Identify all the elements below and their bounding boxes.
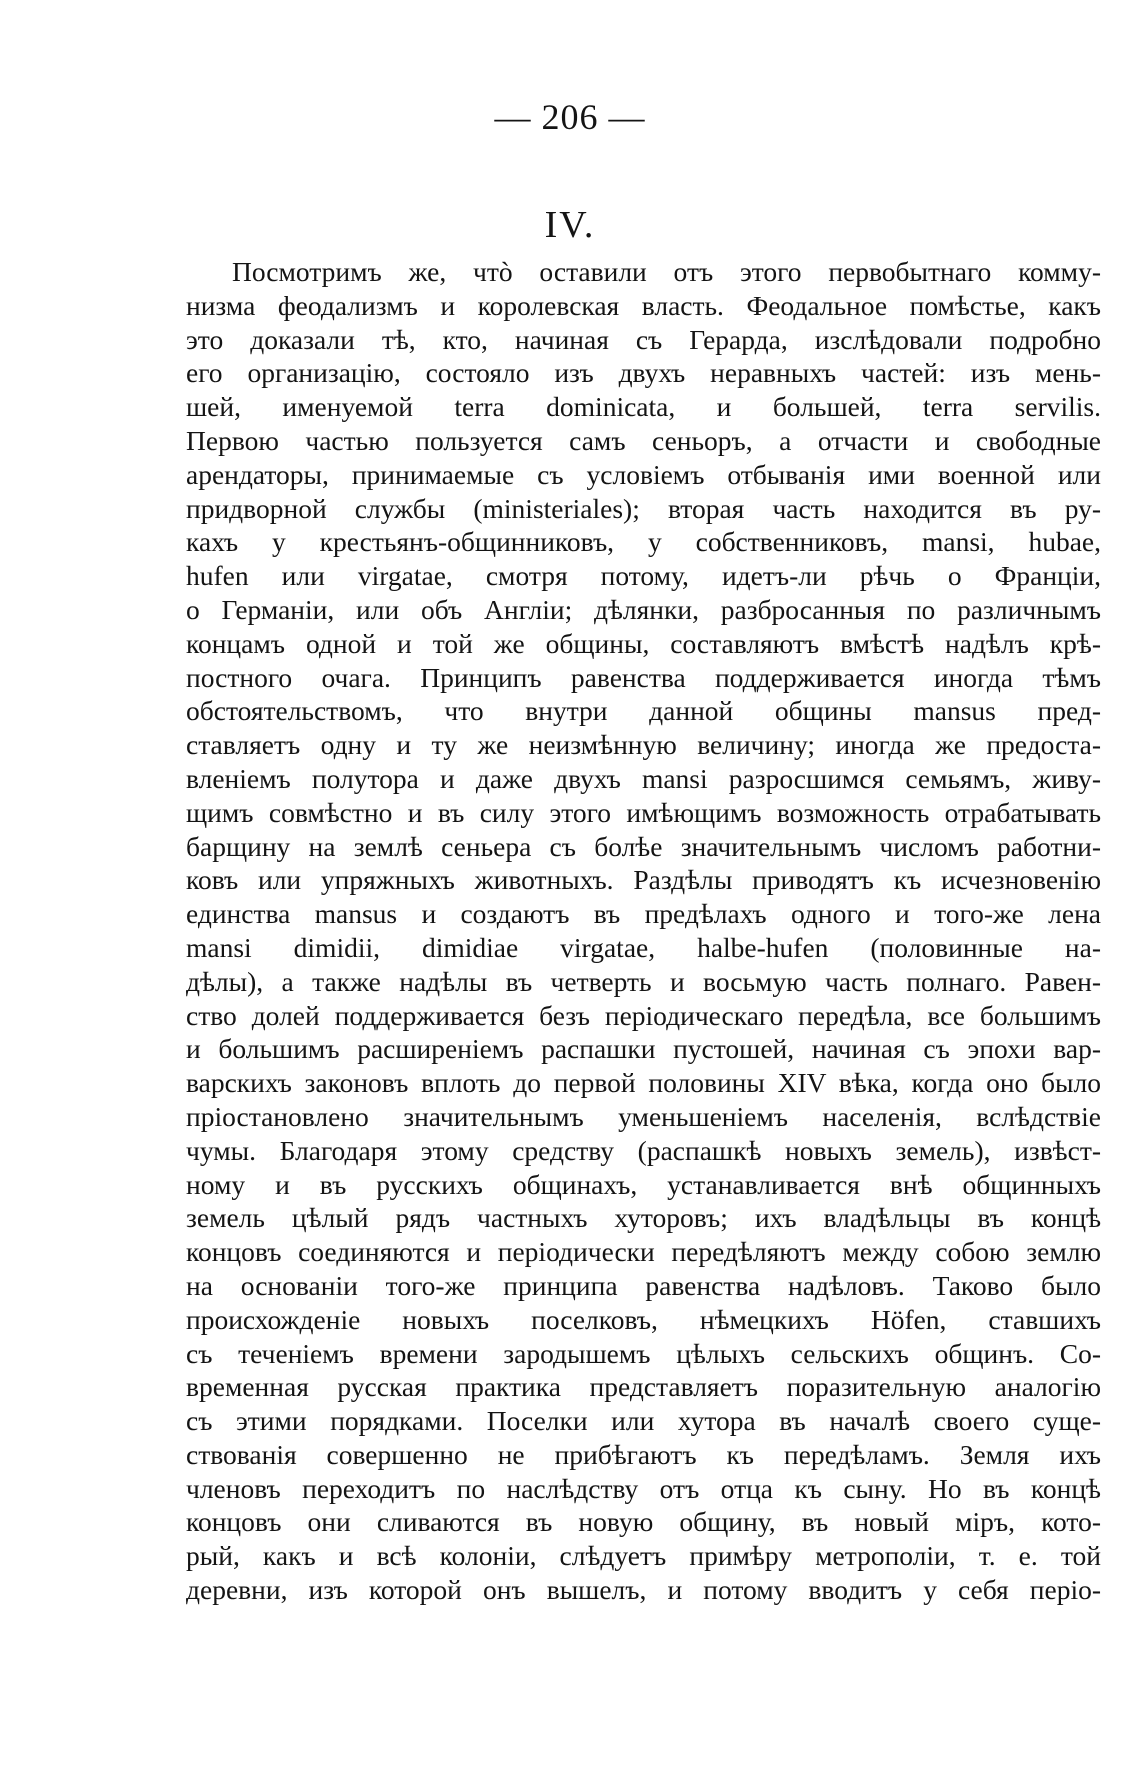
text-line: съ теченіемъ времени зародышемъ цѣлыхъ сельскихъ общинъ. Со- [186, 1337, 1101, 1369]
text-line: Первою частью пользуется самъ сеньоръ, а отчасти и свободные [186, 424, 1101, 456]
text-line: ствованія совершенно не прибѣгаютъ къ передѣламъ. Земля ихъ [186, 1438, 1101, 1470]
text-line: пріостановлено значительнымъ уменьшеніемъ населенія, вслѣдствіе [186, 1100, 1101, 1132]
text-line: единства mansus и создаютъ въ предѣлахъ одного и того-же лена [186, 898, 1101, 930]
text-line: чумы. Благодаря этому средству (распашкѣ новыхъ земель), извѣст- [186, 1134, 1101, 1166]
text-line: концовъ соединяются и періодически передѣляютъ между собою землю [186, 1236, 1101, 1268]
body-paragraph [186, 255, 1101, 1607]
text-line: ному и въ русскихъ общинахъ, устанавливается внѣ общинныхъ [186, 1168, 1101, 1200]
text-line: барщину на землѣ сеньера съ болѣе значительнымъ числомъ работни- [186, 830, 1101, 862]
text-line: шей, именуемой terra dominicata, и большей, terra servilis. [186, 391, 1101, 423]
text-line: варскихъ законовъ вплоть до первой половины XIV вѣка, когда оно было [186, 1067, 1101, 1099]
text-line: ство долей поддерживается безъ періодическаго передѣла, все большимъ [186, 999, 1101, 1031]
text-line: придворной службы (ministeriales); вторая часть находится въ ру- [186, 492, 1101, 524]
text-line: членовъ переходитъ по наслѣдству отъ отца къ сыну. Но въ концѣ [186, 1472, 1101, 1504]
text-line: щимъ совмѣстно и въ силу этого имѣющимъ возможность отрабатывать [186, 796, 1101, 828]
text-line: вленіемъ полутора и даже двухъ mansi разросшимся семьямъ, живу- [186, 762, 1101, 794]
text-line: Посмотримъ же, чтò оставили отъ этого первобытнаго комму- [232, 256, 1101, 287]
text-line: съ этими порядками. Поселки или хутора въ началѣ своего суще- [186, 1405, 1101, 1437]
text-line: и большимъ расширеніемъ распашки пустошей, начиная съ эпохи вар- [186, 1033, 1101, 1065]
text-line: обстоятельствомъ, что внутри данной общины mansus пред- [186, 695, 1101, 727]
text-line: временная русская практика представляетъ поразительную аналогію [186, 1371, 1101, 1403]
text-line: кахъ у крестьянъ-общинниковъ, у собственниковъ, mansi, hubae, [186, 526, 1101, 558]
text-line: ставляетъ одну и ту же неизмѣнную величину; иногда же предоста- [186, 729, 1101, 761]
text-line: низма феодализмъ и королевская власть. Феодальное помѣстье, какъ [186, 289, 1101, 321]
text-line: ковъ или упряжныхъ животныхъ. Раздѣлы приводятъ къ исчезновенію [186, 864, 1101, 896]
text-line: рый, какъ и всѣ колоніи, слѣдуетъ примѣру метрополіи, т. е. той [186, 1540, 1101, 1572]
text-line: концовъ они сливаются въ новую общину, въ новый міръ, кото- [186, 1506, 1101, 1538]
text-line: mansi dimidii, dimidiae virgatae, halbe-hufen (половинные на- [186, 931, 1101, 963]
text-line: hufen или virgatae, смотря потому, идетъ-ли рѣчь о Франціи, [186, 560, 1101, 592]
page-number: — 206 — [494, 97, 646, 137]
text-line: его организацію, состояло изъ двухъ неравныхъ частей: изъ мень- [186, 357, 1101, 389]
section-heading: IV. [544, 204, 596, 246]
text-line: земель цѣлый рядъ частныхъ хуторовъ; ихъ владѣльцы въ концѣ [186, 1202, 1101, 1234]
text-line: деревни, изъ которой онъ вышелъ, и потому вводитъ у себя періо- [186, 1574, 1101, 1606]
text-line: арендаторы, принимаемые съ условіемъ отбыванія ими военной или [186, 458, 1101, 490]
text-line: происхожденіе новыхъ поселковъ, нѣмецкихъ Höfen, ставшихъ [186, 1303, 1101, 1335]
text-line: дѣлы), а также надѣлы въ четверть и восьмую часть полнаго. Равен- [186, 965, 1101, 997]
text-line: постного очага. Принципъ равенства поддерживается иногда тѣмъ [186, 661, 1101, 693]
text-line: это доказали тѣ, кто, начиная съ Герарда, изслѣдовали подробно [186, 323, 1101, 355]
text-line: концамъ одной и той же общины, составляютъ вмѣстѣ надѣлъ крѣ- [186, 627, 1101, 659]
text-line: о Германіи, или объ Англіи; дѣлянки, разбросанныя по различнымъ [186, 593, 1101, 625]
text-line: на основаніи того-же принципа равенства надѣловъ. Таково было [186, 1269, 1101, 1301]
